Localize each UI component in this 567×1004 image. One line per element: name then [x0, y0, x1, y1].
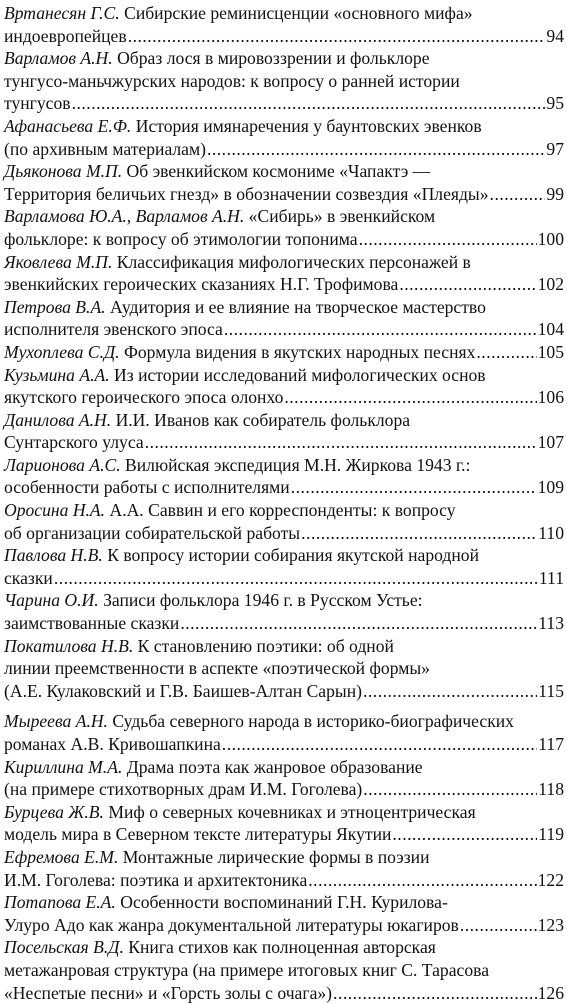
toc-entry-line [4, 47, 564, 70]
toc-title-text: заимствованные сказки [4, 613, 180, 634]
toc-title-text: (на примере стихотворных драм И.М. Гоголева) [4, 779, 363, 800]
page-number: 123 [537, 914, 564, 935]
toc-title-text: об организации собирательской работы [4, 522, 301, 543]
toc-entry-line [4, 710, 564, 733]
page-number: 119 [538, 824, 564, 845]
toc-title-text: Судьба северного народа в историко-биографических [112, 711, 514, 732]
toc-title-text: Территория беличьих гнезд» в обозначении созвездия «Плеяды» [4, 183, 489, 204]
toc-entry-line [4, 160, 564, 183]
toc-author: Данилова А.Н. [4, 409, 112, 430]
toc-title-text: Монтажные лирические формы в поэзии [122, 846, 430, 867]
toc-title-text: особенности работы с исполнителями [4, 477, 290, 498]
page-number: 109 [537, 477, 564, 498]
toc-author: Бурцева Ж.В. [4, 801, 104, 822]
toc-title-text: Драма поэта как жанровое образование [126, 756, 423, 777]
toc-author: Посельская В.Д. [4, 937, 124, 958]
toc-title-text: «Неспетые песни» и «Горсть золы с очага») [4, 982, 333, 1003]
page-number: 117 [538, 734, 564, 754]
dot-leader [72, 92, 546, 115]
toc-entry-line [4, 801, 564, 824]
toc-entry-last-line [4, 680, 564, 703]
toc-title-text: К становлению поэтики: об одной [137, 635, 394, 656]
toc-entry [4, 454, 564, 499]
toc-title-text: Об эвенкийском космониме «Чапактэ — [126, 161, 431, 182]
dot-leader [399, 273, 536, 296]
toc-entry-line [4, 959, 564, 982]
dot-leader [145, 431, 537, 454]
dot-leader [392, 823, 537, 846]
toc-author: Варламов А.Н. [4, 48, 113, 69]
toc-title-text: Особенности воспоминаний Г.Н. Курилова- [120, 892, 448, 913]
toc-entry [4, 499, 564, 544]
toc-entry [4, 635, 564, 703]
dot-leader [284, 386, 536, 409]
toc-author: Оросина Н.А. [4, 500, 106, 521]
page-number: 102 [537, 274, 564, 295]
toc-entry-line [4, 846, 564, 869]
page-number: 118 [538, 779, 564, 800]
page-number: 99 [546, 183, 564, 204]
toc-entry [4, 846, 564, 891]
page-number: 110 [538, 522, 564, 543]
toc-entry-last-line [4, 341, 564, 364]
toc-title-text: метажанровая структура (на примере итоговых книг С. Тарасова [4, 959, 490, 980]
toc-title-text: История имянаречения у баунтовских эвенков [135, 115, 482, 136]
dot-leader [128, 25, 546, 48]
toc-title-text: (по архивным материалам) [4, 138, 206, 159]
toc-title-text: исполнителя эвенского эпоса [4, 319, 223, 340]
dot-leader [363, 680, 537, 703]
toc-entry-line [4, 657, 564, 680]
toc-entry-last-line [4, 431, 564, 454]
toc-entry-last-line [4, 138, 564, 161]
toc-entry-line [4, 635, 564, 658]
toc-entry-last-line [4, 318, 564, 341]
toc-title-text: модель мира в Северном тексте литературы Якутии [4, 824, 392, 845]
toc-title-text: Классификация мифологических персонажей в [116, 251, 471, 272]
toc-title-text: Образ лося в мировоззрении и фольклоре [117, 48, 430, 69]
toc-entry-last-line [4, 982, 564, 1004]
toc-author: Кузьмина А.А. [4, 364, 110, 385]
page-number: 97 [546, 138, 564, 159]
toc-entry-line [4, 115, 564, 138]
toc-entry [4, 364, 564, 409]
toc-entry-line [4, 364, 564, 387]
toc-entry-line [4, 296, 564, 319]
toc-title-text: Из истории исследований мифологических основ [114, 364, 486, 385]
toc-title-text: Книга стихов как полноценная авторская [128, 937, 436, 958]
toc-entry [4, 47, 564, 115]
toc-title-text: Аудитория и ее влияние на творческое мастерство [110, 296, 486, 317]
toc-entry [4, 589, 564, 634]
toc-entry-line [4, 544, 564, 567]
toc-author: Ефремова Е.М. [4, 846, 119, 867]
toc-author: Потапова Е.А. [4, 892, 116, 913]
dot-leader [291, 476, 537, 499]
toc-entry-line [4, 205, 564, 228]
toc-entry-last-line [4, 869, 564, 892]
toc-author: Вртанесян Г.С. [4, 3, 120, 23]
toc-entry-line [4, 409, 564, 432]
toc-entry [4, 341, 564, 364]
toc-title-text: Сунтарского улуса [4, 432, 144, 453]
toc-title-text: фольклоре: к вопросу об этимологии топонима [4, 228, 358, 249]
toc-entry-last-line [4, 914, 564, 937]
page-number: 115 [538, 680, 564, 701]
toc-entry-line [4, 251, 564, 274]
toc-title-text: Миф о северных кочевниках и этноцентрическая [108, 801, 476, 822]
page-number: 126 [537, 982, 564, 1003]
toc-entry-line [4, 936, 564, 959]
page-number: 104 [537, 319, 564, 340]
toc-entry [4, 544, 564, 589]
toc-entry-line [4, 756, 564, 779]
toc-entry [4, 801, 564, 846]
toc-title-text: Улуро Адо как жанра документальной литературы юкагиров [4, 914, 459, 935]
toc-entry-line [4, 2, 564, 25]
toc-title-text: Вилюйская экспедиция М.Н. Жиркова 1943 г.: [125, 454, 471, 475]
toc-entry-last-line [4, 612, 564, 635]
toc-entry-last-line [4, 778, 564, 801]
dot-leader [333, 982, 537, 1004]
toc-title-text: Формула видения в якутских народных песнях [123, 341, 476, 362]
toc-entry-last-line [4, 522, 564, 545]
page-number: 95 [546, 93, 564, 114]
toc-entry-last-line [4, 183, 564, 206]
dot-leader [476, 341, 536, 364]
toc-entry-last-line [4, 25, 564, 48]
toc-entry-line [4, 891, 564, 914]
toc-entry [4, 756, 564, 801]
dot-leader [180, 612, 537, 635]
page-number: 111 [538, 567, 564, 588]
toc-author: Кириллина М.А. [4, 756, 123, 777]
toc-author: Покатилова Н.В. [4, 635, 134, 656]
toc-title-text: эвенкийских героических сказаниях Н.Г. Трофимова [4, 274, 399, 295]
toc-entry [4, 160, 564, 205]
dot-leader [207, 138, 545, 161]
toc-entry-last-line [4, 567, 564, 590]
page-number: 105 [537, 341, 564, 362]
toc-author: Чарина О.И. [4, 590, 99, 611]
dot-leader [308, 869, 536, 892]
dot-leader [224, 318, 537, 341]
toc-title-text: А.А. Саввин и его корреспонденты: к вопросу [109, 500, 456, 521]
toc-title-text: индоевропейцев [4, 25, 127, 46]
toc-entry-last-line [4, 476, 564, 499]
page-number: 107 [537, 432, 564, 453]
toc-entry-last-line [4, 386, 564, 409]
toc-entry [4, 296, 564, 341]
toc-entry [4, 409, 564, 454]
toc-title-text: И.И. Иванов как собиратель фольклора [115, 409, 411, 430]
toc-entry-line [4, 70, 564, 93]
toc-entry-last-line [4, 823, 564, 846]
toc-entry [4, 251, 564, 296]
toc-title-text: К вопросу истории собирания якутской народной [107, 545, 479, 566]
toc-title-text: сказки [4, 567, 53, 588]
page-number: 100 [537, 228, 564, 249]
toc-author: Афанасьева Е.Ф. [4, 115, 132, 136]
toc-entry-line [4, 589, 564, 612]
toc-entry-last-line [4, 92, 564, 115]
toc-entry [4, 115, 564, 160]
toc-entry [4, 205, 564, 250]
toc-entry-line [4, 499, 564, 522]
page-number: 94 [546, 25, 564, 46]
toc-entry-last-line [4, 273, 564, 296]
toc-author: Дьяконова М.П. [4, 161, 123, 182]
toc-entry [4, 710, 564, 755]
toc-author: Павлова Н.В. [4, 545, 103, 566]
dot-leader [359, 228, 537, 251]
toc-entry-last-line [4, 228, 564, 251]
dot-leader [222, 733, 537, 756]
dot-leader [363, 778, 537, 801]
toc-author: Варламова Ю.А., Варламов А.Н. [4, 206, 245, 227]
toc-title-text: тунгусо-маньчжурских народов: к вопросу о ранней истории [4, 70, 460, 91]
toc-title-text: Сибирские реминисценции «основного мифа» [124, 3, 473, 23]
toc-title-text: Записи фольклора 1946 г. в Русском Устье: [103, 590, 423, 611]
toc-entry-last-line [4, 733, 564, 756]
dot-leader [490, 183, 546, 206]
dot-leader [460, 914, 537, 937]
toc-author: Яковлева М.П. [4, 251, 113, 272]
toc-entry [4, 2, 564, 47]
page-number: 113 [538, 613, 564, 634]
dot-leader [301, 522, 537, 545]
toc-title-text: тунгусов [4, 93, 71, 114]
toc-author: Мыреева А.Н. [4, 711, 108, 732]
toc-author: Ларионова А.С. [4, 454, 121, 475]
dot-leader [54, 567, 538, 590]
toc-entry [4, 936, 564, 1004]
toc-author: Петрова В.А. [4, 296, 106, 317]
toc-title-text: И.М. Гоголева: поэтика и архитектоника [4, 869, 308, 890]
toc-title-text: (А.Е. Кулаковский и Г.В. Баишев-Алтан Сарын) [4, 680, 362, 701]
toc-title-text: якутского героического эпоса олонхо [4, 387, 284, 408]
toc-entry [4, 891, 564, 936]
toc-title-text: линии преемственности в аспекте «поэтической формы» [4, 658, 430, 679]
page-number: 122 [537, 869, 564, 890]
toc-title-text: романах А.В. Кривошапкина [4, 734, 221, 754]
toc-author: Мухоплева С.Д. [4, 341, 120, 362]
toc-entry-line [4, 454, 564, 477]
page-number: 106 [537, 387, 564, 408]
toc-title-text: «Сибирь» в эвенкийском [248, 206, 436, 227]
